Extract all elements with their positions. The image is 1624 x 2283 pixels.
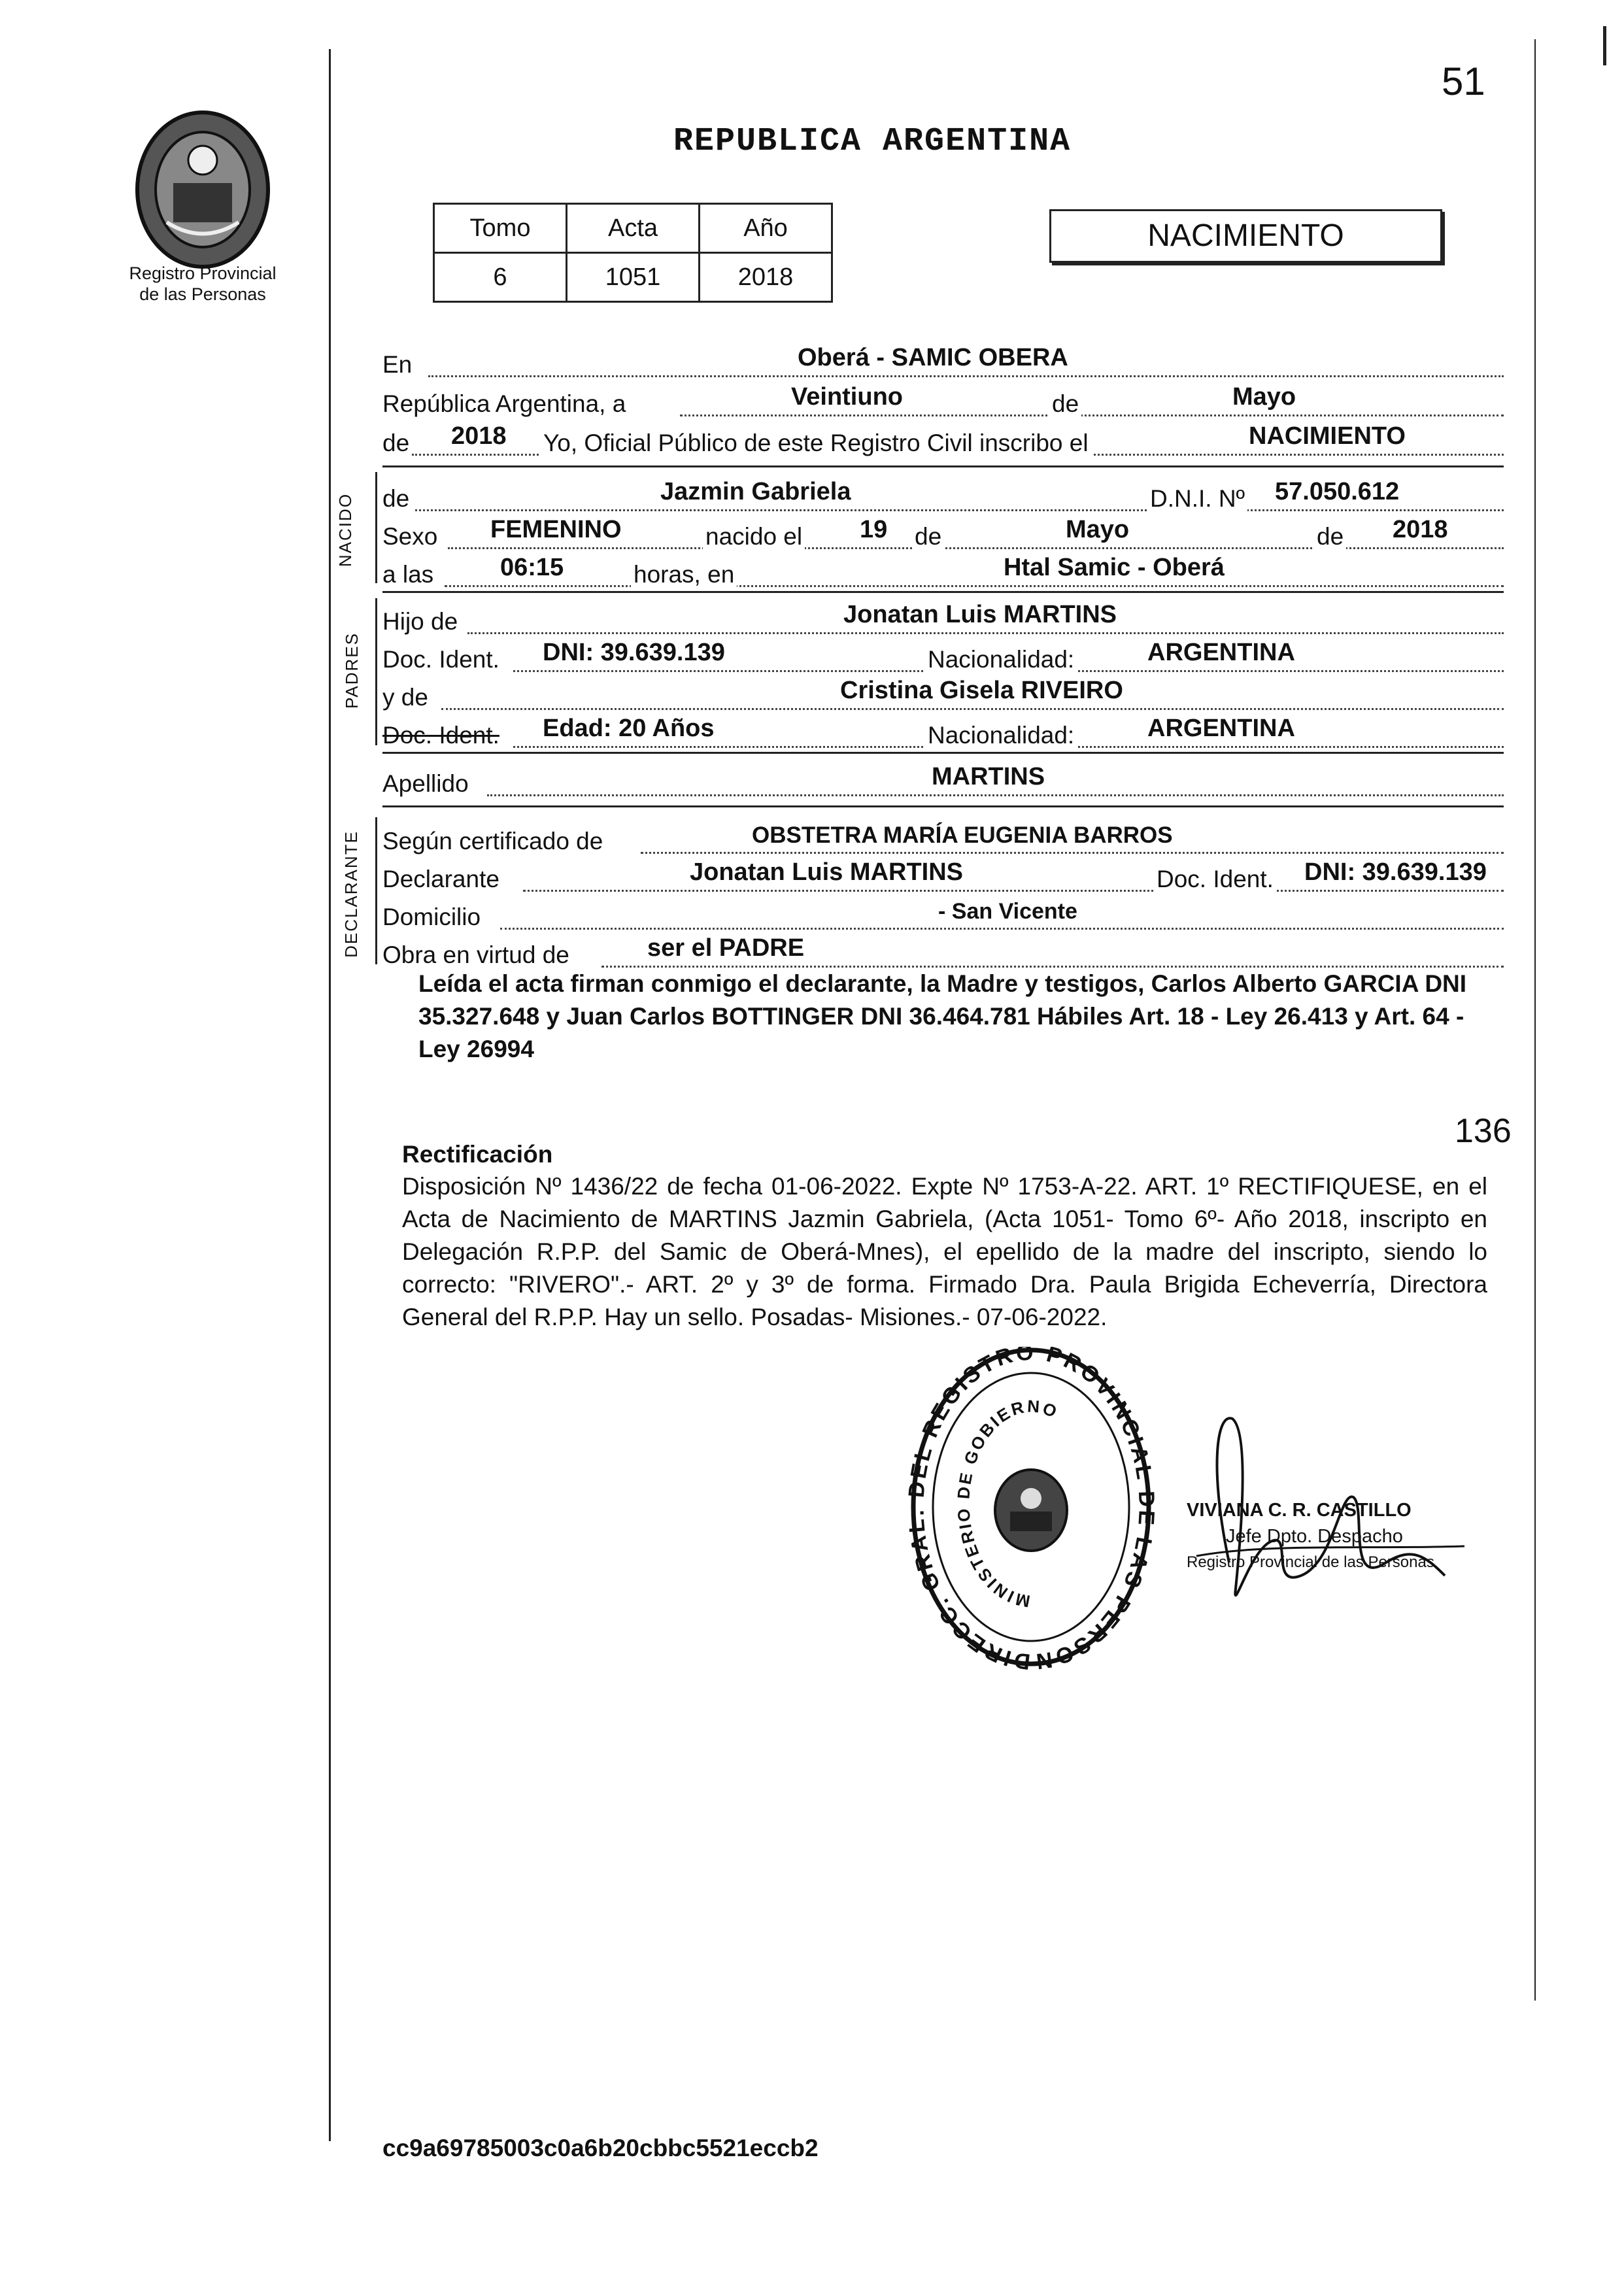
- nacido-bracket: [375, 472, 377, 583]
- row-apellido: [382, 762, 1504, 800]
- row-declarante: [382, 858, 1504, 896]
- signatory-name: VIVIANA C. R. CASTILLO: [1187, 1500, 1412, 1521]
- hijo-label: Hijo de: [382, 608, 458, 635]
- madre-nac-label: Nacionalidad:: [925, 722, 1077, 749]
- side-label-padres: PADRES: [342, 632, 362, 709]
- nacido-anio: 2018: [1393, 516, 1448, 543]
- value-tomo: 6: [434, 253, 567, 302]
- certificado-label: Según certificado de: [382, 828, 603, 854]
- apellido-label: Apellido: [382, 770, 469, 797]
- nacido-hora: 06:15: [500, 554, 564, 581]
- divider-4: [382, 805, 1504, 807]
- row-obra: [382, 934, 1504, 972]
- row-nacido-nombre: [382, 477, 1504, 515]
- nacido-mes: Mayo: [1066, 516, 1130, 543]
- row-hijo-de: [382, 600, 1504, 638]
- padre-nacionalidad: ARGENTINA: [1147, 639, 1295, 666]
- row-domicilio: [382, 896, 1504, 934]
- mes-value: Mayo: [1232, 383, 1296, 411]
- handwritten-signature: [1170, 1393, 1478, 1644]
- dni-label: D.N.I. Nº: [1147, 485, 1247, 513]
- obra-value: ser el PADRE: [647, 934, 805, 962]
- horas-label: horas, en: [631, 561, 737, 588]
- yde-label: y de: [382, 684, 428, 711]
- padres-bracket: [375, 598, 377, 745]
- dia-value: Veintiuno: [791, 383, 903, 411]
- side-label-nacido: NACIDO: [335, 492, 356, 567]
- rectificacion-number: 136: [1455, 1112, 1512, 1150]
- row-nacido-sexo: [382, 515, 1504, 553]
- declarante-bracket: [375, 817, 377, 964]
- nacido-lugar: Htal Samic - Oberá: [1004, 554, 1225, 581]
- nacido-nombre: Jazmin Gabriela: [660, 478, 851, 505]
- document-hash: cc9a69785003c0a6b20cbbc5521eccb2: [382, 2135, 819, 2161]
- padre-doc-label: Doc. Ident.: [382, 646, 499, 673]
- header-acta: Acta: [567, 204, 700, 253]
- obra-label: Obra en virtud de: [382, 941, 569, 968]
- province-seal-logo: [121, 108, 284, 271]
- value-acta: 1051: [567, 253, 700, 302]
- nacido-de-label: de: [382, 485, 410, 512]
- nacido-dni: 57.050.612: [1275, 478, 1400, 505]
- domicilio-label: Domicilio: [382, 904, 481, 930]
- madre-nombre: Cristina Gisela RIVEIRO: [840, 677, 1123, 704]
- page-number: 51: [1442, 59, 1485, 103]
- nacido-el-label: nacido el: [703, 523, 805, 550]
- apellido-value: MARTINS: [932, 763, 1045, 790]
- certificado-value: OBSTETRA MARÍA EUGENIA BARROS: [752, 822, 1173, 848]
- declarante-nombre: Jonatan Luis MARTINS: [690, 858, 964, 886]
- header-anio: Año: [700, 204, 832, 253]
- registry-name-line2: de las Personas: [139, 284, 266, 304]
- nacido-dia: 19: [860, 516, 888, 543]
- anio-value: 2018: [451, 422, 507, 450]
- record-type-box: NACIMIENTO: [1049, 209, 1442, 263]
- madre-nacionalidad: ARGENTINA: [1147, 715, 1295, 742]
- stamp-ring-text: DIRECC. GRAL. DEL REGISTRO PROVINCIAL DE LAS PERSON: [905, 1347, 1157, 1674]
- row-en: [382, 343, 1504, 381]
- row-y-de: [382, 676, 1504, 714]
- signatory-role: Jefe Dpto. Despacho: [1226, 1526, 1403, 1547]
- declarante-label: Declarante: [382, 866, 499, 892]
- official-stamp: [905, 1347, 1157, 1687]
- sexo-label: Sexo: [382, 523, 438, 550]
- de-label-2: de: [382, 430, 410, 456]
- padre-nac-label: Nacionalidad:: [925, 646, 1077, 673]
- row-oficial: [382, 422, 1504, 460]
- padre-doc: DNI: 39.639.139: [543, 639, 725, 666]
- left-margin-line: [329, 49, 331, 2141]
- edge-mark: [1603, 26, 1606, 65]
- row-madre-doc: [382, 714, 1504, 752]
- registry-name-line1: Registro Provincial: [129, 263, 277, 283]
- republica-label: República Argentina, a: [382, 390, 626, 417]
- row-padre-doc: [382, 638, 1504, 676]
- nacido-de-label-2: de: [912, 523, 944, 550]
- header-tomo: Tomo: [434, 204, 567, 253]
- row-republica: [382, 382, 1504, 420]
- de-label: de: [1049, 390, 1081, 418]
- en-value: Oberá - SAMIC OBERA: [798, 344, 1068, 371]
- right-margin-line: [1534, 39, 1536, 2001]
- domicilio-value: - San Vicente: [938, 899, 1077, 924]
- padre-nombre: Jonatan Luis MARTINS: [843, 601, 1117, 628]
- nacido-de-label-3: de: [1314, 523, 1346, 550]
- rectificacion-body: Disposición Nº 1436/22 de fecha 01-06-2022. Expte Nº 1753-A-22. ART. 1º RECTIFIQUESE, en el Acta de Nacimiento de MARTINS Jazmin Gabriela, (Acta 1051- Tomo 6º- Año 2018, inscripto en Delegación R.P.P. del Samic de Oberá-Mnes), el epellido de la madre del inscripto, siendo lo correcto: "RIVERO".- ART. 2º y 3º de forma. Firmado Dra. Paula Brigida Echeverría, Directora General del R.P.P. Hay un sello. Posadas- Misiones.- 07-06-2022.: [402, 1173, 1487, 1330]
- declarante-doc-label: Doc. Ident.: [1154, 866, 1276, 893]
- divider-1: [382, 465, 1504, 467]
- oficial-text: Yo, Oficial Público de este Registro Civil inscribo el: [539, 430, 1092, 457]
- alas-label: a las: [382, 561, 434, 588]
- record-table: [433, 203, 833, 303]
- divider-3: [382, 752, 1504, 754]
- row-certificado: [382, 820, 1504, 858]
- nacido-sexo: FEMENINO: [490, 516, 622, 543]
- inscribo-value: NACIMIENTO: [1249, 422, 1406, 450]
- rectificacion-title: Rectificación: [402, 1141, 553, 1168]
- value-anio: 2018: [700, 253, 832, 302]
- firma-statement: Leída el acta firman conmigo el declarante, la Madre y testigos, Carlos Alberto GARCIA DNI 35.327.648 y Juan Carlos BOTTINGER DNI 36.464.781 Hábiles Art. 18 - Ley 26.413 y Art. 64 - Ley 26994: [418, 970, 1467, 1062]
- side-label-declarante: DECLARANTE: [341, 830, 361, 958]
- stamp-inner-text: MINISTERIO DE GOBIERNO: [953, 1396, 1062, 1612]
- madre-edad: Edad: 20 Años: [543, 715, 715, 742]
- divider-2: [382, 591, 1504, 593]
- declarante-doc: DNI: 39.639.139: [1304, 858, 1487, 886]
- signatory-org: Registro Provincial de las Personas: [1187, 1553, 1434, 1571]
- en-label: En: [382, 351, 413, 378]
- document-title: REPUBLICA ARGENTINA: [673, 123, 1072, 160]
- row-nacido-hora: [382, 553, 1504, 591]
- madre-doc-label-struck: Doc. Ident.: [382, 722, 499, 749]
